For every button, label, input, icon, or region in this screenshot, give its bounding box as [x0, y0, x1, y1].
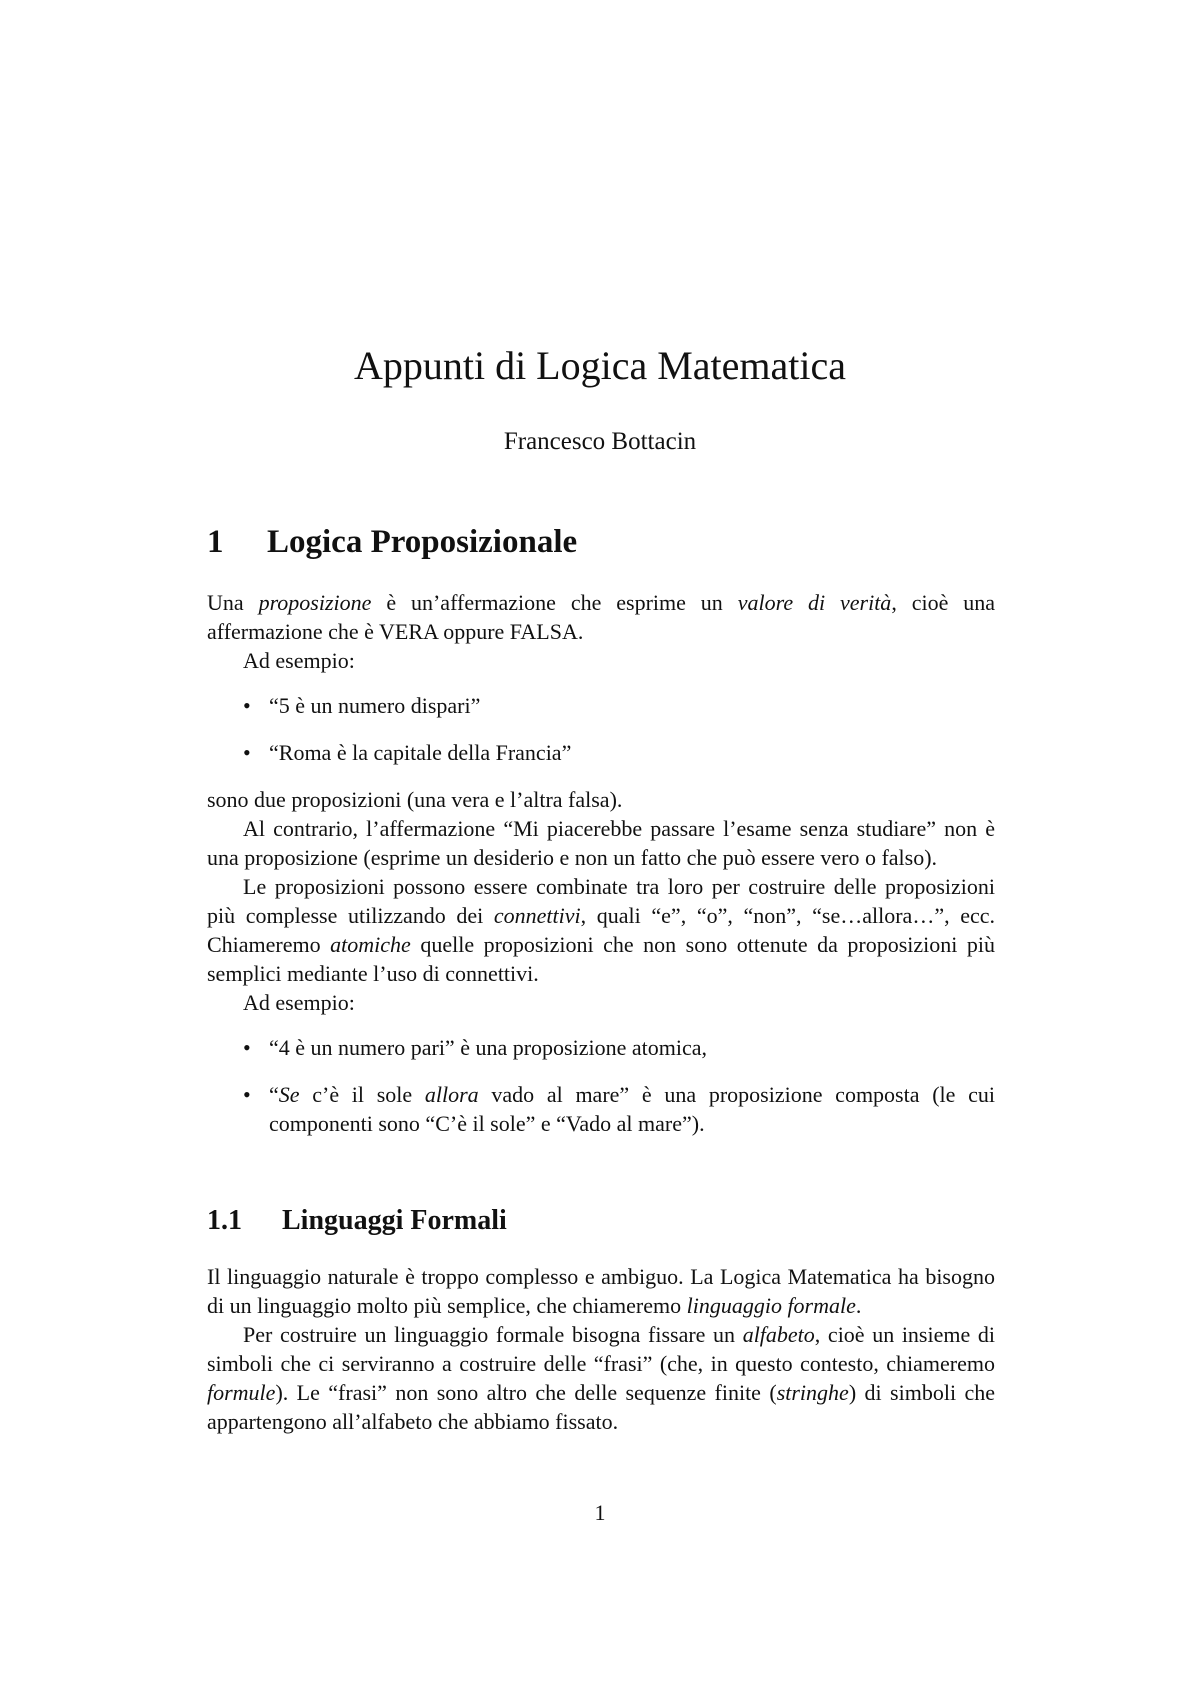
- section-number: 1: [207, 524, 224, 560]
- term-emphasis: linguaggio formale: [686, 1293, 856, 1318]
- section-title: Logica Proposizionale: [267, 524, 578, 560]
- term-emphasis: Se: [278, 1082, 300, 1107]
- bullet-icon: •: [243, 740, 251, 765]
- section-heading-1-1: [207, 1204, 507, 1238]
- paragraph: Ad esempio:: [243, 990, 355, 1015]
- term-emphasis: allora: [424, 1082, 479, 1107]
- section-1-body: [207, 588, 995, 1138]
- section-title: Linguaggi Formali: [282, 1205, 507, 1236]
- bullet-icon: •: [243, 693, 251, 718]
- section-number: 1.1: [207, 1205, 242, 1236]
- list-item: • “Se c’è il sole allora vado al mare” è una proposizione composta (le cui componenti sono “C’è il sole” e “Vado al mare”).: [243, 1082, 995, 1136]
- bullet-icon: •: [243, 1035, 251, 1060]
- paragraph: Ad esempio:: [243, 648, 355, 673]
- paragraph: Al contrario, l’affermazione “Mi piacerebbe passare l’esame senza studiare” non è una proposizione (esprime un desiderio e non un fatto che può essere vero o falso).: [207, 816, 995, 870]
- section-heading-1: [207, 522, 577, 562]
- bullet-icon: •: [243, 1082, 251, 1107]
- list-item: • “4 è un numero pari” è una proposizione atomica,: [243, 1035, 708, 1060]
- page-number: 1: [594, 1500, 606, 1525]
- paragraph: Per costruire un linguaggio formale bisogna fissare un alfabeto, cioè un insieme di simboli che ci serviranno a costruire delle “frasi” (che, in questo contesto, chiameremo formule). Le “frasi” non sono altro che delle sequenze finite (stringhe) di simboli che appartengono all’alfabeto che abbiamo fissato.: [207, 1322, 996, 1434]
- bullet-list: [207, 1033, 995, 1138]
- document-author: Francesco Bottacin: [503, 428, 697, 455]
- list-item: • “Roma è la capitale della Francia”: [243, 740, 572, 765]
- paragraph: Una proposizione è un’affermazione che esprime un valore di verità, cioè una affermazione che è VERA oppure FALSA.: [207, 590, 996, 644]
- term-emphasis: alfabeto: [742, 1322, 815, 1347]
- term-emphasis: proposizione: [258, 590, 372, 615]
- term-emphasis: valore di verità: [737, 590, 892, 615]
- term-emphasis: formule: [207, 1380, 276, 1405]
- bullet-list: [207, 691, 995, 767]
- term-emphasis: connettivi: [493, 903, 581, 928]
- term-emphasis: stringhe: [776, 1380, 849, 1405]
- document-title: Appunti di Logica Matematica: [353, 343, 847, 388]
- paragraph: Le proposizioni possono essere combinate tra loro per costruire delle proposizioni più complesse utilizzando dei connettivi, quali “e”, “o”, “non”, “se…allora…”, ecc. Chiameremo atomiche quelle proposizioni che non sono ottenute da proposizioni più semplici mediante l’uso di connettivi.: [207, 874, 996, 986]
- paragraph: Il linguaggio naturale è troppo complesso e ambiguo. La Logica Matematica ha bisogno di un linguaggio molto più semplice, che chiameremo linguaggio formale.: [207, 1264, 995, 1318]
- list-item: • “5 è un numero dispari”: [243, 693, 481, 718]
- section-1-1-body: [207, 1262, 995, 1436]
- paragraph: sono due proposizioni (una vera e l’altra falsa).: [207, 787, 623, 812]
- term-emphasis: atomiche: [330, 932, 411, 957]
